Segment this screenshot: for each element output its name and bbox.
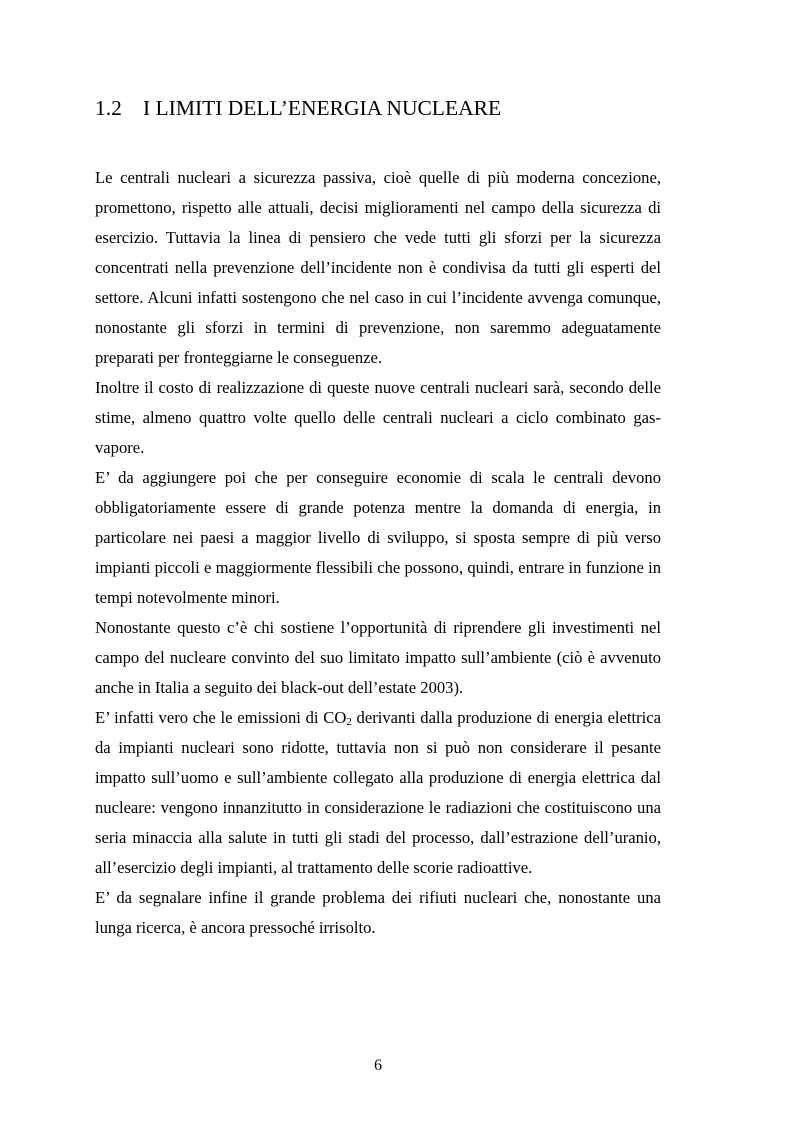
body-text	[95, 163, 661, 943]
paragraph-4: Nonostante questo c’è chi sostiene l’opportunità di riprendere gli investimenti nel campo del nucleare convinto del suo limitato impatto sull’ambiente (ciò è avvenuto anche in Italia a seguito dei black-out dell’estate 2003).	[95, 618, 661, 697]
section-number: 1.2	[95, 96, 122, 120]
section-heading	[95, 92, 695, 124]
section-title: I LIMITI DELL’ENERGIA NUCLEARE	[143, 96, 502, 120]
paragraph-1: Le centrali nucleari a sicurezza passiva, cioè quelle di più moderna concezione, promettono, rispetto alle attuali, decisi miglioramenti nel campo della sicurezza di esercizio. Tuttavia la linea di pensiero che vede tutti gli sforzi per la sicurezza concentrati nella prevenzione dell’incidente non è condivisa da tutti gli esperti del settore. Alcuni infatti sostengono che nel caso in cui l’incidente avvenga comunque, nonostante gli sforzi in termini di prevenzione, non saremmo adeguatamente preparati per fronteggiarne le conseguenze.	[95, 168, 661, 367]
paragraph-5-text-after: derivanti dalla produzione di energia elettrica da impianti nucleari sono ridotte, tuttavia non si può non considerare il pesante impatto sull’uomo e sull’ambiente collegato alla produzione di energia elettrica dal nucleare: vengono innanzitutto in considerazione le radiazioni che costituiscono una seria minaccia alla salute in tutti gli stadi del processo, dall’estrazione dell’uranio, all’esercizio degli impianti, al trattamento delle scorie radioattive.	[95, 708, 661, 877]
paragraph-2: Inoltre il costo di realizzazione di queste nuove centrali nucleari sarà, secondo delle stime, almeno quattro volte quello delle centrali nucleari a ciclo combinato gas-vapore.	[95, 378, 661, 457]
paragraph-6: E’ da segnalare infine il grande problema dei rifiuti nucleari che, nonostante una lunga ricerca, è ancora pressoché irrisolto.	[95, 888, 661, 937]
paragraph-5-text-before: E’ infatti vero che le emissioni di CO	[95, 708, 347, 727]
paragraph-5	[95, 703, 661, 883]
co2-subscript: 2	[346, 716, 352, 728]
paragraph-3: E’ da aggiungere poi che per conseguire economie di scala le centrali devono obbligatoriamente essere di grande potenza mentre la domanda di energia, in particolare nei paesi a maggior livello di sviluppo, si sposta sempre di più verso impianti piccoli e maggiormente flessibili che possono, quindi, entrare in funzione in tempi notevolmente minori.	[95, 468, 661, 607]
page-number: 6	[374, 1057, 382, 1074]
